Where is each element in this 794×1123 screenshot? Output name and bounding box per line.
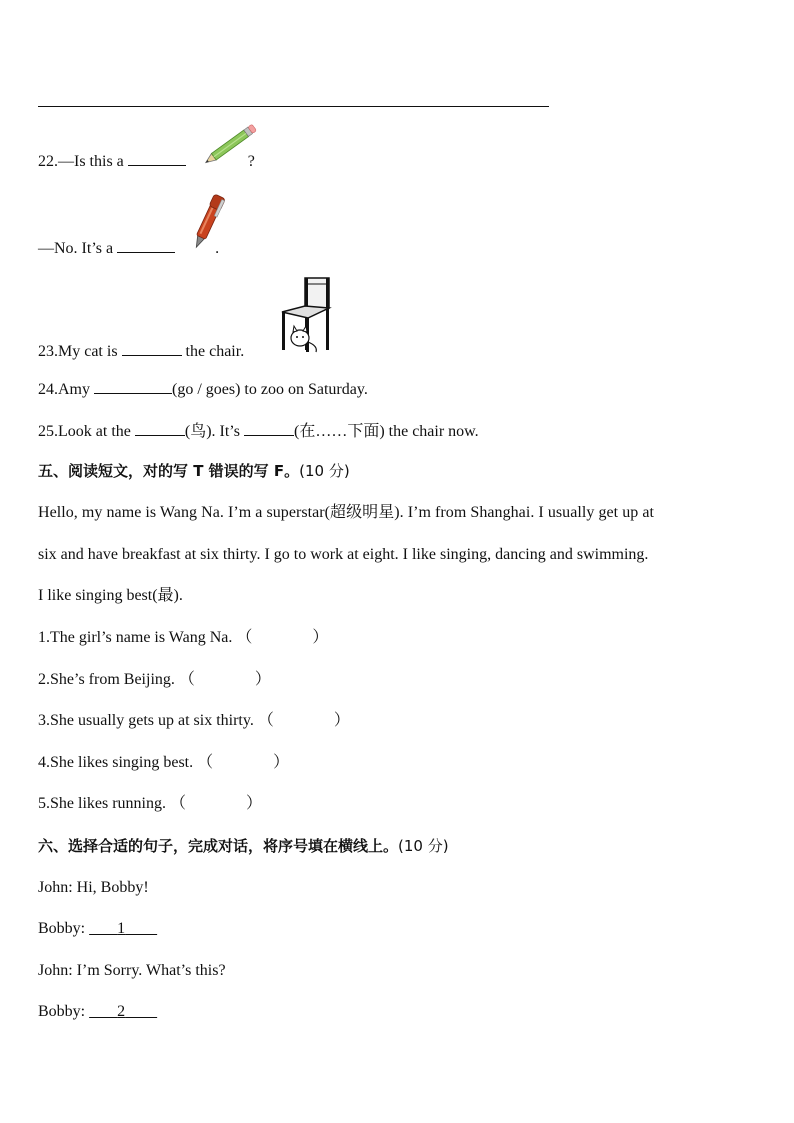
dialogue-text-1: Hi, Bobby!: [72, 879, 149, 896]
q22-line1-text: 22.—Is this a: [38, 153, 128, 170]
q23-text: 23.My cat is: [38, 343, 122, 360]
section6-heading: [38, 836, 449, 856]
q22-line1-suffix: ?: [247, 153, 255, 170]
tf-question-4-text: 4.She likes singing best.: [38, 754, 194, 771]
q23-line: [38, 340, 244, 362]
tf-answer-3-close: ）: [333, 712, 350, 729]
tf-question-2-text: 2.She’s from Beijing.: [38, 671, 175, 688]
tf-question-1-text: 1.The girl’s name is Wang Na.: [38, 629, 233, 646]
dialogue-blank-2-number: 2: [117, 1003, 126, 1020]
dialogue-speaker-1: John:: [38, 879, 73, 896]
tf-answer-1-close: ）: [312, 629, 329, 646]
tf-answer-2-close: ）: [254, 671, 271, 688]
q22-blank-1[interactable]: [128, 150, 186, 166]
dialogue-blank-1[interactable]: [89, 920, 157, 937]
q24-blank[interactable]: [94, 378, 172, 394]
tf-question-5: [38, 794, 262, 814]
pencil-icon: [198, 122, 262, 168]
section6-title: 六、选择合适的句子，完成对话，将序号填在横线上。: [38, 837, 399, 855]
tf-question-3: [38, 711, 350, 731]
tf-question-5-text: 5.She likes running.: [38, 795, 166, 812]
chair-with-cat-icon: [278, 276, 334, 356]
q25-mid: (鸟). It’s: [184, 423, 244, 440]
q25-line: [38, 420, 479, 442]
q22-blank-2[interactable]: [117, 237, 175, 253]
tf-question-4: [38, 753, 289, 773]
q25-suffix: (在……下面) the chair now.: [293, 423, 479, 440]
dialogue-line-2: [38, 919, 157, 939]
tf-answer-1-open: （: [236, 629, 253, 646]
dialogue-text-3: I’m Sorry. What’s this?: [72, 962, 226, 979]
answer-line: [38, 106, 549, 107]
dialogue-speaker-3: John:: [38, 962, 73, 979]
dialogue-line-4: [38, 1002, 157, 1022]
dialogue-speaker-4: Bobby:: [38, 1003, 86, 1020]
passage-line-3: I like singing best(最).: [38, 587, 183, 604]
section5-heading: [38, 461, 350, 481]
tf-answer-3-open: （: [257, 712, 274, 729]
pen-icon: [190, 188, 228, 252]
q24-suffix: (go / goes) to zoo on Saturday.: [172, 381, 368, 398]
tf-question-1: [38, 628, 328, 648]
q22-line2-text: —No. It’s a: [38, 240, 118, 257]
tf-answer-5-open: （: [170, 795, 187, 812]
dialogue-line-3: [38, 961, 226, 981]
q24-line: [38, 378, 368, 400]
q25-blank-2[interactable]: [244, 420, 294, 436]
q25-blank-1[interactable]: [135, 420, 185, 436]
section5-title: 五、阅读短文，对的写 T 错误的写 F。: [38, 462, 300, 480]
q25-text: 25.Look at the: [38, 423, 135, 440]
q24-text: 24.Amy: [38, 381, 94, 398]
section5-score: (10 分): [299, 462, 350, 480]
q23-blank[interactable]: [122, 340, 182, 356]
dialogue-speaker-2: Bobby:: [38, 920, 86, 937]
tf-answer-2-open: （: [178, 671, 195, 688]
tf-question-3-text: 3.She usually gets up at six thirty.: [38, 712, 254, 729]
dialogue-blank-1-number: 1: [117, 920, 126, 937]
q22-line2-suffix: .: [215, 240, 220, 257]
q23-suffix: the chair.: [181, 343, 245, 360]
tf-question-2: [38, 670, 271, 690]
dialogue-blank-2[interactable]: [89, 1003, 157, 1020]
section6-score: (10 分): [398, 837, 449, 855]
dialogue-line-1: [38, 878, 149, 898]
tf-answer-5-close: ）: [246, 795, 263, 812]
passage-line-1: Hello, my name is Wang Na. I’m a superstar(超级明星). I’m from Shanghai. I usually get up at: [38, 504, 655, 521]
passage-line-2: six and have breakfast at six thirty. I go to work at eight. I like singing, dancing and swimming.: [38, 546, 649, 563]
tf-answer-4-open: （: [197, 754, 214, 771]
tf-answer-4-close: ）: [273, 754, 290, 771]
